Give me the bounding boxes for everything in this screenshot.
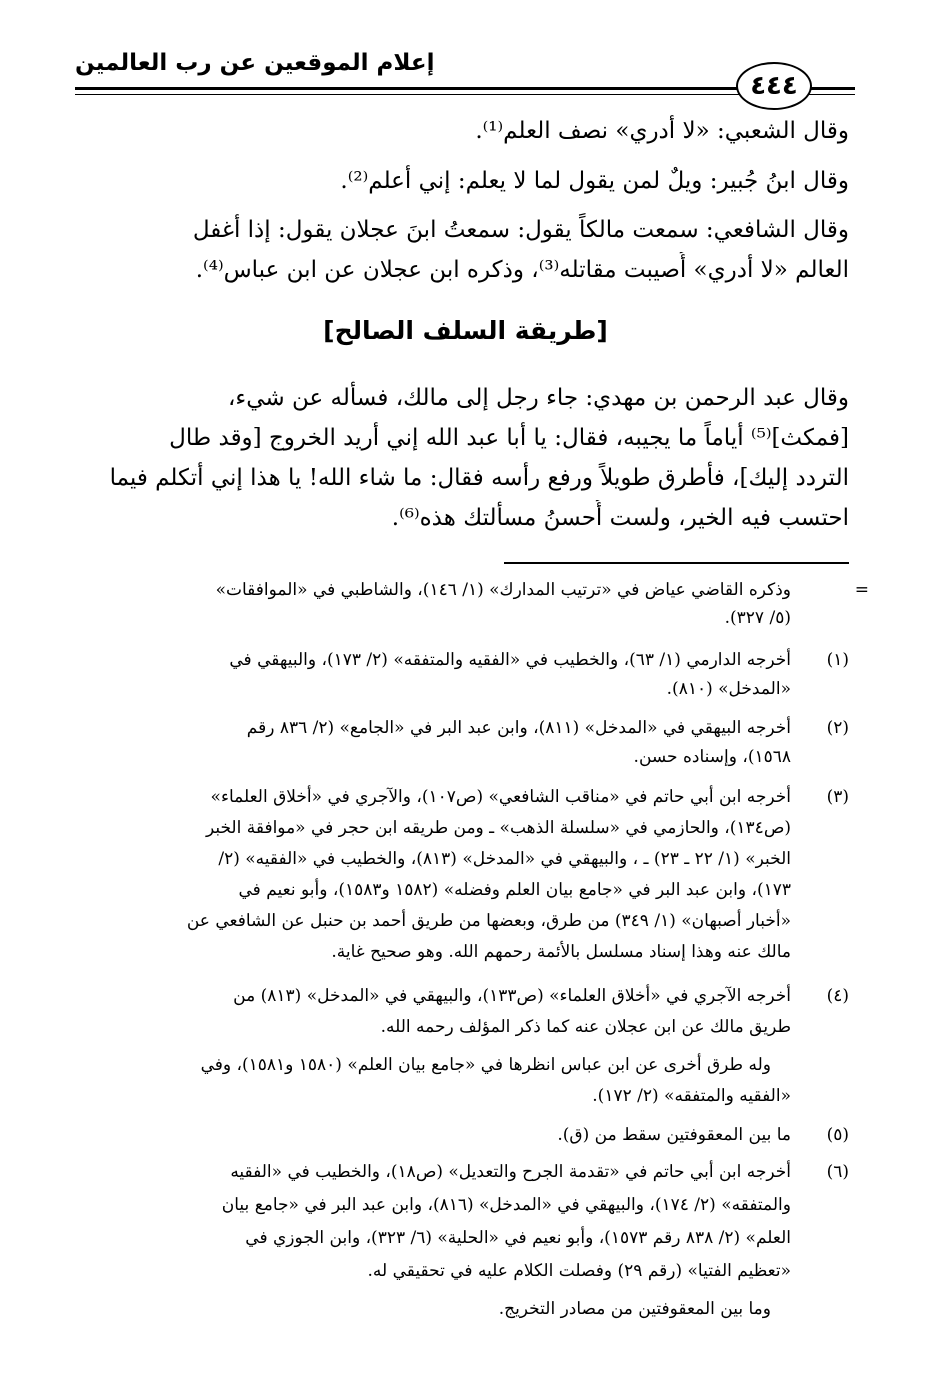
- main-text-line: وقال الشعبي: «لا أدري» نصف العلم⁽¹⁾.: [475, 118, 849, 144]
- footnote-line: ١٧٣)، وابن عبد البر في «جامع بيان العلم وفضله» (١٥٨٢ و١٥٨٣)، وأبو نعيم في: [238, 880, 791, 900]
- footnote-line: «أخبار أصبهان» (١/ ٣٤٩) من طرق، وبعضها من طريق أحمد بن حنبل عن الشافعي عن: [186, 911, 791, 931]
- footnote-line: مالك عنه وهذا إسناد مسلسل بالأئمة رحمهم الله. وهو صحيح غاية.: [331, 942, 791, 962]
- section-heading: [طريقة السلف الصالح]: [323, 316, 608, 345]
- footnote-line: العلم» (٢/ ٨٣٨ رقم ١٥٧٣)، وأبو نعيم في «الحلية» (٦/ ٣٢٣)، وابن الجوزي في: [245, 1228, 791, 1248]
- main-text-line: وقال الشافعي: سمعت مالكاً يقول: سمعتُ ابنَ عجلان يقول: إذا أغفل: [192, 217, 849, 243]
- footnote-marker: (١): [826, 650, 849, 670]
- footnote-line: «المدخل» (٨١٠).: [666, 679, 791, 699]
- footnote-line: والمتفقه» (٢/ ١٧٤)، والبيهقي في «المدخل» (٨١٦)، وابن عبد البر في «جامع بيان: [221, 1195, 791, 1215]
- footnote-line: (ص١٣٤)، والحازمي في «سلسلة الذهب» ـ ومن طريقه ابن حجر في «موافقة الخبر: [205, 818, 791, 838]
- footnote-marker: (٦): [826, 1162, 849, 1182]
- footnote-line: (٥/ ٣٢٧).: [724, 608, 791, 628]
- footnote-marker: (٤): [826, 986, 849, 1006]
- main-text-line: [فمكث]⁽⁵⁾ أياماً ما يجيبه، فقال: يا أبا عبد الله إني أريد الخروج [وقد طال: [169, 425, 849, 451]
- main-text-line: العالم «لا أدري» أُصيبت مقاتله⁽³⁾، وذكره ابن عجلان عن ابن عباس⁽⁴⁾.: [195, 257, 849, 283]
- footnote-line: ١٥٦٨)، وإسناده حسن.: [633, 747, 791, 767]
- footnote-line: وذكره القاضي عياض في «ترتيب المدارك» (١/ ١٤٦)، والشاطبي في «الموافقات»: [215, 580, 791, 600]
- footnote-line: أخرجه الآجري في «أخلاق العلماء» (ص١٣٣)، والبيهقي في «المدخل» (٨١٣) من: [233, 986, 791, 1006]
- footnote-divider: [504, 562, 849, 564]
- main-text-line: احتسب فيه الخير، ولست أُحسنُ مسألتك هذه⁽⁶⁾.: [391, 505, 849, 531]
- page-number-badge: ٤٤٤: [736, 62, 812, 110]
- footnote-line: وله طرق أخرى عن ابن عباس انظرها في «جامع بيان العلم» (١٥٨٠ و١٥٨١)، وفي: [200, 1055, 771, 1075]
- footnote-line: أخرجه البيهقي في «المدخل» (٨١١)، وابن عبد البر في «الجامع» (٢/ ٨٣٦ رقم: [246, 718, 791, 738]
- footnote-carry-marker: =: [854, 580, 869, 600]
- main-text-line: وقال عبد الرحمن بن مهدي: جاء رجل إلى مالك، فسأله عن شيء،: [227, 385, 849, 411]
- footnote-line: أخرجه ابن أبي حاتم في «مناقب الشافعي» (ص١٠٧)، والآجري في «أخلاق العلماء»: [210, 787, 791, 807]
- footnote-marker: (٣): [826, 787, 849, 807]
- footnote-line: طريق مالك عن ابن عجلان عنه كما ذكر المؤلف رحمه الله.: [380, 1017, 791, 1037]
- footnote-marker: (٥): [826, 1125, 849, 1145]
- footnote-line: أخرجه ابن أبي حاتم في «تقدمة الجرح والتعديل» (ص١٨)، والخطيب في «الفقيه: [230, 1162, 791, 1182]
- footnote-line: «الفقيه والمتفقه» (٢/ ١٧٢).: [592, 1086, 791, 1106]
- footnote-line: وما بين المعقوفتين من مصادر التخريج.: [498, 1299, 771, 1319]
- footnote-line: ما بين المعقوفتين سقط من (ق).: [557, 1125, 791, 1145]
- main-text-line: وقال ابنُ جُبير: ويلٌ لمن يقول لما لا يعلم: إني أعلم⁽²⁾.: [340, 168, 849, 194]
- footnote-line: أخرجه الدارمي (١/ ٦٣)، والخطيب في «الفقيه والمتفقه» (٢/ ١٧٣)، والبيهقي في: [229, 650, 791, 670]
- main-text-line: التردد إليك]، فأطرق طويلاً ورفع رأسه فقال: ما شاء الله! يا هذا إني أتكلم فيما: [109, 465, 849, 491]
- footnote-line: «تعظيم الفتيا» (رقم ٢٩) وفصلت الكلام عليه في تحقيقي له.: [367, 1261, 791, 1281]
- footnote-line: الخبر» (١/ ٢٢ ـ ٢٣) ـ ، والبيهقي في «المدخل» (٨١٣)، والخطيب في «الفقيه» (٢/: [218, 849, 791, 869]
- running-header-title: إعلام الموقعين عن رب العالمين: [75, 50, 435, 76]
- footnote-marker: (٢): [826, 718, 849, 738]
